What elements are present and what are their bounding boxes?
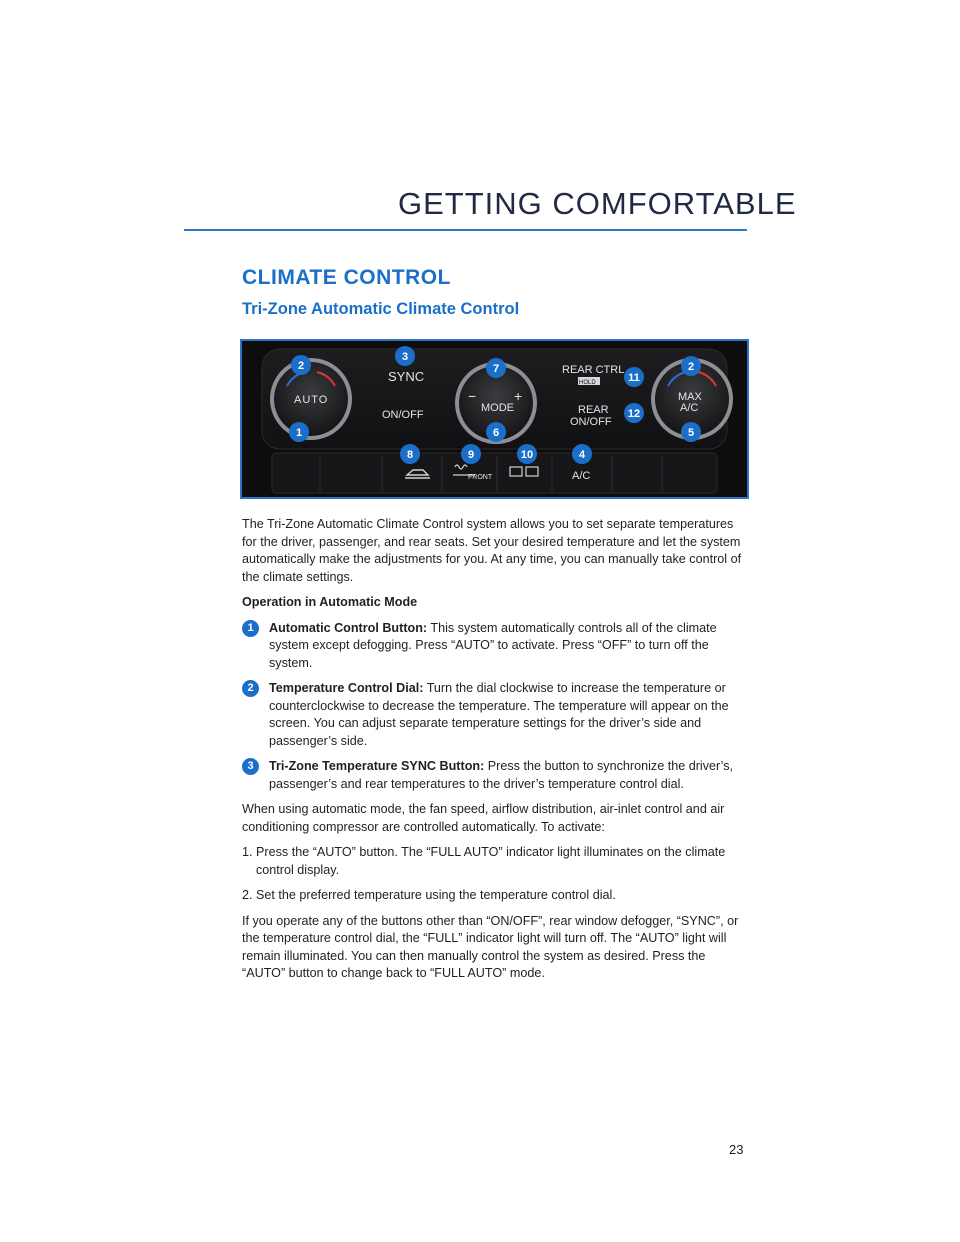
callout-number: 5 (687, 427, 695, 439)
max-label: MAX (678, 391, 702, 403)
auto-label: AUTO (294, 394, 329, 406)
callout-number: 6 (492, 427, 500, 439)
rear-ctrl-label: REAR CTRL (562, 364, 625, 376)
callout-number: 3 (401, 351, 409, 363)
climate-panel-photo (240, 339, 749, 499)
callout-number: 10 (520, 449, 534, 461)
operation-heading: Operation in Automatic Mode (242, 595, 418, 609)
section-header: GETTING COMFORTABLE (398, 186, 797, 221)
number-badge: 2 (242, 680, 259, 697)
callout-number: 2 (297, 360, 305, 372)
hold-label: HOLD (579, 380, 596, 386)
number-badge: 1 (242, 620, 259, 637)
onoff-label: ON/OFF (382, 409, 424, 421)
step-number: 1. (242, 845, 253, 859)
callout-number: 2 (687, 361, 695, 373)
item-text: Press the button to synchronize the driver’s, passenger’s and rear temperatures to the driver’s temperature control dial. (269, 759, 734, 791)
ac-label: A/C (572, 470, 591, 482)
header-rule (184, 229, 747, 231)
item-label: Tri-Zone Temperature SYNC Button: (269, 759, 485, 773)
page-title: CLIMATE CONTROL (242, 266, 451, 289)
item-text: Turn the dial clockwise to increase the temperature or counterclockwise to decrease the temperature. The temperature will appear on the screen. You can adjust separate temperature settings for the driver’s side and passenger’s side. (269, 681, 729, 748)
callout-number: 12 (627, 408, 641, 420)
item-label: Temperature Control Dial: (269, 681, 424, 695)
callout-number: 7 (492, 363, 500, 375)
callout-number: 9 (467, 449, 475, 461)
step-text: Set the preferred temperature using the temperature control dial. (256, 888, 616, 902)
minus-label: − (468, 388, 477, 404)
step-text: Press the “AUTO” button. The “FULL AUTO” indicator light illuminates on the climate control display. (256, 845, 726, 877)
step-number: 2. (242, 888, 253, 902)
list-item (242, 758, 750, 793)
ac-dial-label: A/C (680, 402, 699, 414)
step-item (242, 844, 750, 879)
sync-label: SYNC (388, 369, 425, 384)
plus-label: + (514, 388, 523, 404)
intro-paragraph: The Tri-Zone Automatic Climate Control system allows you to set separate temperatures for the driver, passenger, and rear seats. Set your desired temperature and let the system automatically make the adjustments for you. At any time, you can manually take control of the climate settings. (242, 517, 742, 584)
item-text: This system automatically controls all of the climate system except defogging. Press “AUTO” to activate. Press “OFF” to turn off the system. (269, 620, 717, 670)
callout-number: 4 (578, 449, 586, 461)
number-badge: 3 (242, 758, 259, 775)
item-label: Automatic Control Button: (269, 620, 428, 635)
mode-label: MODE (481, 402, 514, 414)
rear-label: REAR (578, 404, 609, 416)
auto-mode-paragraph: When using automatic mode, the fan speed, airflow distribution, air-inlet control and air conditioning compressor are controlled automatically. To activate: (242, 802, 725, 834)
closing-paragraph: If you operate any of the buttons other than “ON/OFF”, rear window defogger, “SYNC”, or the temperature control dial, the “FULL” indicator light will turn off. The “AUTO” light will remain illuminated. You can then manually control the system as desired. Press the “AUTO” button to change back to “FULL AUTO” mode. (242, 913, 739, 980)
callout-number: 8 (406, 449, 414, 461)
page-number: 23 (729, 1142, 744, 1157)
rear-onoff-label: ON/OFF (570, 416, 612, 428)
callout-number: 11 (628, 372, 640, 384)
list-item (242, 620, 750, 673)
list-item (242, 680, 750, 750)
front-label: FRONT (468, 474, 493, 481)
callout-number: 1 (295, 427, 303, 439)
sub-title: Tri-Zone Automatic Climate Control (242, 300, 520, 318)
step-item (242, 887, 750, 905)
body-content (242, 516, 750, 991)
